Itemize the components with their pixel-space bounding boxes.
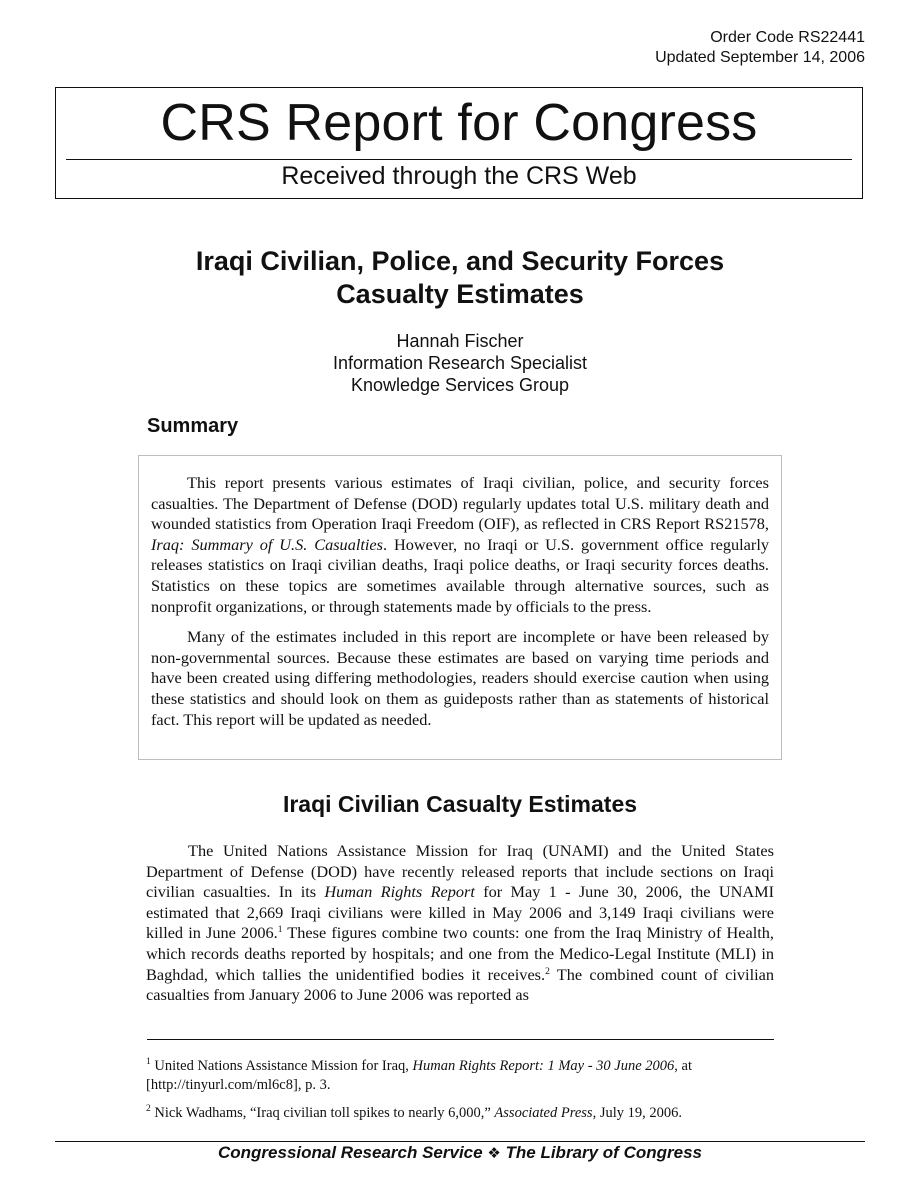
banner-subtitle: Received through the CRS Web xyxy=(281,162,637,190)
footnote-1-text-a: United Nations Assistance Mission for Iraq, xyxy=(150,1058,413,1074)
summary-text xyxy=(151,473,769,740)
body-citation: Human Rights Report xyxy=(324,882,475,902)
summary-p1-text-a: This report presents various estimates of Iraqi civilian, police, and security forces casualties. The Department of Defense (DOD) regularly updates total U.S. military death and wounded statistics from Operation Iraqi Freedom (OIF), as reflected in CRS Report RS21578, xyxy=(151,473,769,534)
order-code-block xyxy=(655,28,865,68)
footnote-ref-2[interactable]: 2 xyxy=(545,966,550,977)
body-text-c: These figures combine two counts: one from the Iraq Ministry of Health, which records deaths reported by hospitals; and one from the Medico-Legal Institute (MLI) in Baghdad, which tallies the unidentified bodies it receives. xyxy=(146,923,774,984)
footnote-1 xyxy=(146,1057,776,1095)
footnote-1-mark: 1 xyxy=(146,1057,151,1067)
author-block xyxy=(0,330,920,396)
summary-paragraph-1 xyxy=(151,473,769,617)
footnote-ref-1[interactable]: 1 xyxy=(277,925,283,936)
footer-divider xyxy=(55,1141,865,1142)
footnote-2-text-a: Nick Wadhams, “Iraq civilian toll spikes to nearly 6,000,” xyxy=(150,1105,495,1121)
order-code: Order Code RS22441 xyxy=(710,29,865,46)
body-text-a: The United Nations Assistance Mission for Iraq (UNAMI) and the United States Department of Defense (DOD) have recently released reports that include sections on Iraqi civilian casualties. In its xyxy=(146,841,774,902)
report-title-line1: Iraqi Civilian, Police, and Security Forces xyxy=(195,246,725,276)
report-banner xyxy=(55,87,863,199)
body-text-b: for May 1 - June 30, 2006, the UNAMI estimated that 2,669 Iraqi civilians were killed in May 2006 and 3,149 Iraqi civilians were killed in June 2006. xyxy=(146,882,774,943)
footnote-1-text-b: , at [http://tinyurl.com/ml6c8], p. 3. xyxy=(146,1058,693,1093)
body-paragraph xyxy=(146,841,774,1006)
body-text-d: The combined count of civilian casualties from January 2006 to June 2006 was reported as xyxy=(146,964,774,1005)
footer-left: Congressional Research Service xyxy=(218,1143,483,1162)
report-title xyxy=(0,245,920,311)
footnote-2-citation: Associated Press xyxy=(494,1105,593,1121)
footnote-2-mark: 2 xyxy=(146,1104,151,1114)
summary-paragraph-2: Many of the estimates included in this report are incomplete or have been released by non-governmental sources. Because these estimates are based on varying time periods and have been created using differing methodologies, readers should exercise caution when using these statistics and should look on them as guideposts rather than as statements of historical fact. This report will be updated as needed. xyxy=(151,627,769,729)
footnote-divider xyxy=(147,1039,774,1040)
footer xyxy=(0,1143,920,1163)
updated-date: Updated September 14, 2006 xyxy=(655,49,865,66)
footnote-2-text-b: , July 19, 2006. xyxy=(592,1105,682,1121)
author-group: Knowledge Services Group xyxy=(350,375,570,395)
diamond-icon: ❖ xyxy=(487,1145,501,1162)
banner-title: CRS Report for Congress xyxy=(160,94,758,152)
footnote-1-citation: Human Rights Report: 1 May - 30 June 2006 xyxy=(412,1058,675,1074)
summary-heading: Summary xyxy=(147,415,239,437)
author-name: Hannah Fischer xyxy=(396,331,524,351)
summary-p1-text-b: . However, no Iraqi or U.S. government office regularly releases statistics on Iraqi civilian deaths, Iraqi police deaths, or Iraqi security forces deaths. Statistics on these topics are sometimes available through alternative sources, such as nonprofit organizations, or through statements made by officials to the press. xyxy=(151,534,769,616)
footer-right: The Library of Congress xyxy=(505,1143,702,1162)
section-heading: Iraqi Civilian Casualty Estimates xyxy=(282,791,638,817)
report-title-line2: Casualty Estimates xyxy=(336,279,584,309)
summary-p1-citation: Iraq: Summary of U.S. Casualties xyxy=(151,534,383,554)
footnote-2 xyxy=(146,1104,776,1123)
author-role: Information Research Specialist xyxy=(332,353,588,373)
